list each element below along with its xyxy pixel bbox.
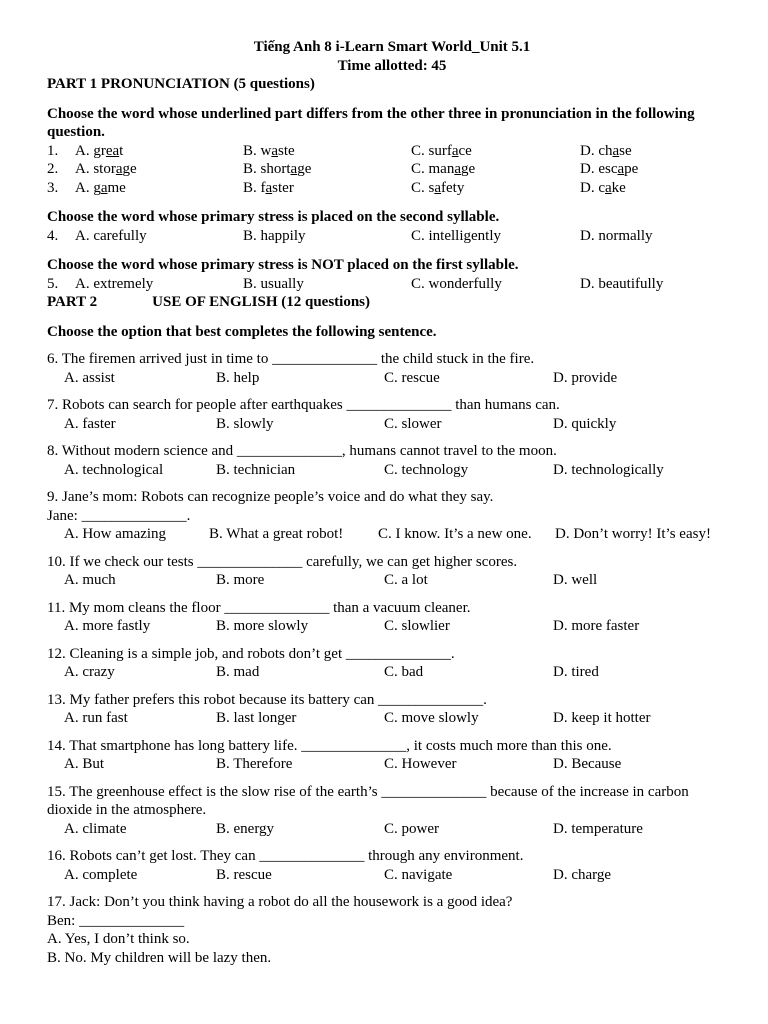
question-8 bbox=[47, 442, 768, 479]
option-c: C. rescue bbox=[384, 369, 440, 386]
question-number: 4. bbox=[47, 227, 59, 244]
option-c: C. slower bbox=[384, 415, 442, 432]
question-9-options bbox=[47, 525, 768, 544]
underlined-part: a bbox=[612, 142, 620, 159]
option-a bbox=[75, 179, 243, 198]
option-a: A. more fastly bbox=[64, 618, 151, 634]
word-after: ge bbox=[122, 161, 137, 177]
pronunciation-question-3 bbox=[47, 179, 768, 198]
word-after: ster bbox=[272, 179, 294, 196]
underlined-part: a bbox=[265, 179, 273, 196]
question-number: 5. bbox=[47, 275, 59, 292]
word-before: D. esc bbox=[580, 161, 618, 177]
part2-title: USE OF ENGLISH (12 questions) bbox=[152, 294, 370, 310]
word-after: ge bbox=[297, 161, 312, 177]
option-d: D. normally bbox=[580, 227, 653, 244]
questions-6-8 bbox=[47, 350, 768, 479]
question-12 bbox=[47, 645, 768, 682]
option-d: D. more faster bbox=[553, 618, 640, 634]
word-before: A. g bbox=[75, 179, 101, 196]
option-a: A. How amazing bbox=[64, 526, 167, 542]
word-before: B. short bbox=[243, 161, 291, 177]
worksheet-title: Tiếng Anh 8 i-Learn Smart World_Unit 5.1 bbox=[253, 39, 531, 55]
question-text: 14. That smartphone has long battery life. ______________, it costs much more than this one. bbox=[47, 737, 612, 754]
question-options bbox=[47, 369, 768, 388]
question-text: 13. My father prefers this robot because its battery can ______________. bbox=[47, 691, 487, 708]
question-options bbox=[47, 820, 768, 839]
question-15 bbox=[47, 783, 768, 839]
option-b bbox=[243, 160, 411, 179]
option-a bbox=[75, 142, 243, 161]
word-before: B. f bbox=[243, 179, 266, 196]
stress-instruction-1: Choose the word whose primary stress is placed on the second syllable. bbox=[47, 209, 500, 225]
question-number: 1. bbox=[47, 142, 59, 159]
question-7 bbox=[47, 396, 768, 433]
option-c: C. I know. It’s a new one. bbox=[378, 526, 532, 542]
part2-label: PART 2 bbox=[47, 294, 98, 310]
underlined-part: a bbox=[271, 142, 279, 159]
option-c: C. However bbox=[384, 756, 457, 772]
pronunciation-instruction: Choose the word whose underlined part differs from the other three in pronunciation in the following question. bbox=[47, 105, 695, 140]
questions-10-16 bbox=[47, 553, 768, 885]
question-10 bbox=[47, 553, 768, 590]
option-b: B. What a great robot! bbox=[209, 526, 344, 542]
option-c: C. navigate bbox=[384, 866, 453, 883]
option-d: D. tired bbox=[553, 664, 599, 680]
option-b: B. happily bbox=[243, 227, 306, 244]
word-before: A. gr bbox=[75, 142, 106, 159]
option-d bbox=[580, 179, 626, 198]
option-a: A. run fast bbox=[64, 710, 128, 726]
stress-instruction-2: Choose the word whose primary stress is NOT placed on the first syllable. bbox=[47, 257, 519, 273]
pronunciation-questions bbox=[47, 142, 768, 198]
word-after: ge bbox=[461, 161, 476, 177]
question-options bbox=[47, 415, 768, 434]
option-a: A. climate bbox=[64, 820, 127, 837]
word-after: t bbox=[119, 142, 124, 159]
underlined-part: a bbox=[454, 161, 462, 177]
question-text: 16. Robots can’t get lost. They can ______________ through any environment. bbox=[47, 848, 524, 864]
question-17-line2: Ben: ______________ bbox=[47, 912, 185, 929]
question-9-line1: 9. Jane’s mom: Robots can recognize people’s voice and do what they say. bbox=[47, 489, 494, 505]
underlined-part: a bbox=[605, 179, 612, 196]
option-a: A. much bbox=[64, 572, 116, 588]
option-d: D. keep it hotter bbox=[553, 710, 651, 726]
option-a: A. complete bbox=[64, 866, 138, 883]
option-a: A. carefully bbox=[75, 227, 147, 244]
option-b: B. more bbox=[216, 572, 265, 588]
option-d: D. beautifully bbox=[580, 275, 664, 292]
option-c: C. technology bbox=[384, 461, 469, 478]
option-c bbox=[411, 142, 580, 161]
option-a: A. extremely bbox=[75, 275, 154, 292]
underlined-part: a bbox=[115, 161, 123, 177]
option-d: D. well bbox=[553, 572, 598, 588]
option-d: D. provide bbox=[553, 369, 618, 386]
question-text: 7. Robots can search for people after earthquakes ______________ than humans can. bbox=[47, 397, 560, 413]
option-b: B. energy bbox=[216, 820, 275, 837]
question-options bbox=[47, 709, 768, 728]
part1-heading: PART 1 PRONUNCIATION (5 questions) bbox=[47, 76, 315, 92]
option-b: B. rescue bbox=[216, 866, 272, 883]
part2-heading bbox=[47, 293, 768, 312]
option-c bbox=[411, 160, 580, 179]
question-9 bbox=[47, 488, 768, 544]
option-c: C. intelligently bbox=[411, 227, 501, 244]
option-b: B. Therefore bbox=[216, 756, 293, 772]
question-16 bbox=[47, 847, 768, 884]
use-of-english-instruction: Choose the option that best completes the following sentence. bbox=[47, 323, 437, 340]
option-d: D. charge bbox=[553, 866, 612, 883]
option-c: C. wonderfully bbox=[411, 275, 502, 292]
question-17 bbox=[47, 893, 768, 967]
question-options bbox=[47, 571, 768, 590]
word-after: me bbox=[107, 179, 126, 196]
question-6 bbox=[47, 350, 768, 387]
option-c bbox=[411, 179, 580, 198]
question-17-line1: 17. Jack: Don’t you think having a robot do all the housework is a good idea? bbox=[47, 894, 513, 910]
option-c: C. power bbox=[384, 820, 439, 837]
word-before: D. c bbox=[580, 179, 605, 196]
word-before: D. ch bbox=[580, 142, 613, 159]
option-a: A. assist bbox=[64, 369, 115, 386]
option-a: A. faster bbox=[64, 415, 116, 432]
word-after: fety bbox=[441, 179, 465, 196]
underlined-part: ea bbox=[105, 142, 120, 159]
option-c: C. a lot bbox=[384, 572, 428, 588]
word-after: se bbox=[619, 142, 632, 159]
question-options bbox=[47, 755, 768, 774]
word-before: C. man bbox=[411, 161, 455, 177]
question-options bbox=[47, 866, 768, 885]
word-after: pe bbox=[624, 161, 639, 177]
question-options bbox=[47, 617, 768, 636]
underlined-part: a bbox=[100, 179, 108, 196]
option-c: C. slowlier bbox=[384, 618, 450, 634]
word-after: ke bbox=[611, 179, 626, 196]
pronunciation-question-2 bbox=[47, 160, 768, 179]
word-before: C. surf bbox=[411, 142, 452, 159]
pronunciation-question-1 bbox=[47, 142, 768, 161]
option-d bbox=[580, 142, 632, 161]
word-before: A. stor bbox=[75, 161, 116, 177]
option-b: B. help bbox=[216, 369, 260, 386]
question-number: 3. bbox=[47, 179, 59, 196]
word-after: ce bbox=[458, 142, 472, 159]
option-b bbox=[243, 142, 411, 161]
question-5 bbox=[47, 275, 768, 294]
question-text: 11. My mom cleans the floor ______________ than a vacuum cleaner. bbox=[47, 599, 471, 616]
question-9-line2: Jane: ______________. bbox=[47, 507, 191, 524]
option-d: D. quickly bbox=[553, 415, 617, 432]
option-b: B. technician bbox=[216, 461, 296, 478]
option-b: B. last longer bbox=[216, 710, 297, 726]
option-b: B. more slowly bbox=[216, 618, 309, 634]
option-d: D. Don’t worry! It’s easy! bbox=[555, 526, 711, 542]
option-b bbox=[243, 179, 411, 198]
underlined-part: a bbox=[617, 161, 625, 177]
question-text: 6. The firemen arrived just in time to ______________ the child stuck in the fire. bbox=[47, 351, 535, 367]
question-text: 12. Cleaning is a simple job, and robots don’t get ______________. bbox=[47, 645, 455, 662]
word-after: ste bbox=[278, 142, 295, 159]
option-b: B. mad bbox=[216, 664, 260, 680]
option-d: D. temperature bbox=[553, 820, 643, 837]
option-b: B. No. My children will be lazy then. bbox=[47, 949, 272, 966]
option-d: D. Because bbox=[553, 756, 622, 772]
underlined-part: a bbox=[434, 179, 442, 196]
question-options bbox=[47, 663, 768, 682]
question-14 bbox=[47, 737, 768, 774]
option-a: A. crazy bbox=[64, 664, 115, 680]
option-a bbox=[75, 160, 243, 179]
question-11 bbox=[47, 599, 768, 636]
question-text: 10. If we check our tests ______________ carefully, we can get higher scores. bbox=[47, 553, 518, 570]
question-number: 2. bbox=[47, 161, 59, 177]
option-b: B. usually bbox=[243, 275, 304, 292]
question-4 bbox=[47, 227, 768, 246]
option-a: A. Yes, I don’t think so. bbox=[47, 931, 190, 947]
word-before: C. s bbox=[411, 179, 435, 196]
time-allotted: Time allotted: 45 bbox=[337, 57, 447, 74]
option-d bbox=[580, 160, 638, 179]
underlined-part: a bbox=[290, 161, 298, 177]
option-d: D. technologically bbox=[553, 461, 664, 478]
question-13 bbox=[47, 691, 768, 728]
option-b: B. slowly bbox=[216, 415, 274, 432]
option-c: C. bad bbox=[384, 664, 424, 680]
underlined-part: a bbox=[451, 142, 459, 159]
word-before: B. w bbox=[243, 142, 272, 159]
question-options bbox=[47, 461, 768, 480]
question-text: 8. Without modern science and ______________, humans cannot travel to the moon. bbox=[47, 443, 557, 459]
option-c: C. move slowly bbox=[384, 710, 479, 726]
option-a: A. technological bbox=[64, 461, 164, 478]
question-text: 15. The greenhouse effect is the slow rise of the earth’s ______________ because of the increase in carbon dioxide in the atmosphere. bbox=[47, 783, 689, 818]
option-a: A. But bbox=[64, 756, 105, 772]
